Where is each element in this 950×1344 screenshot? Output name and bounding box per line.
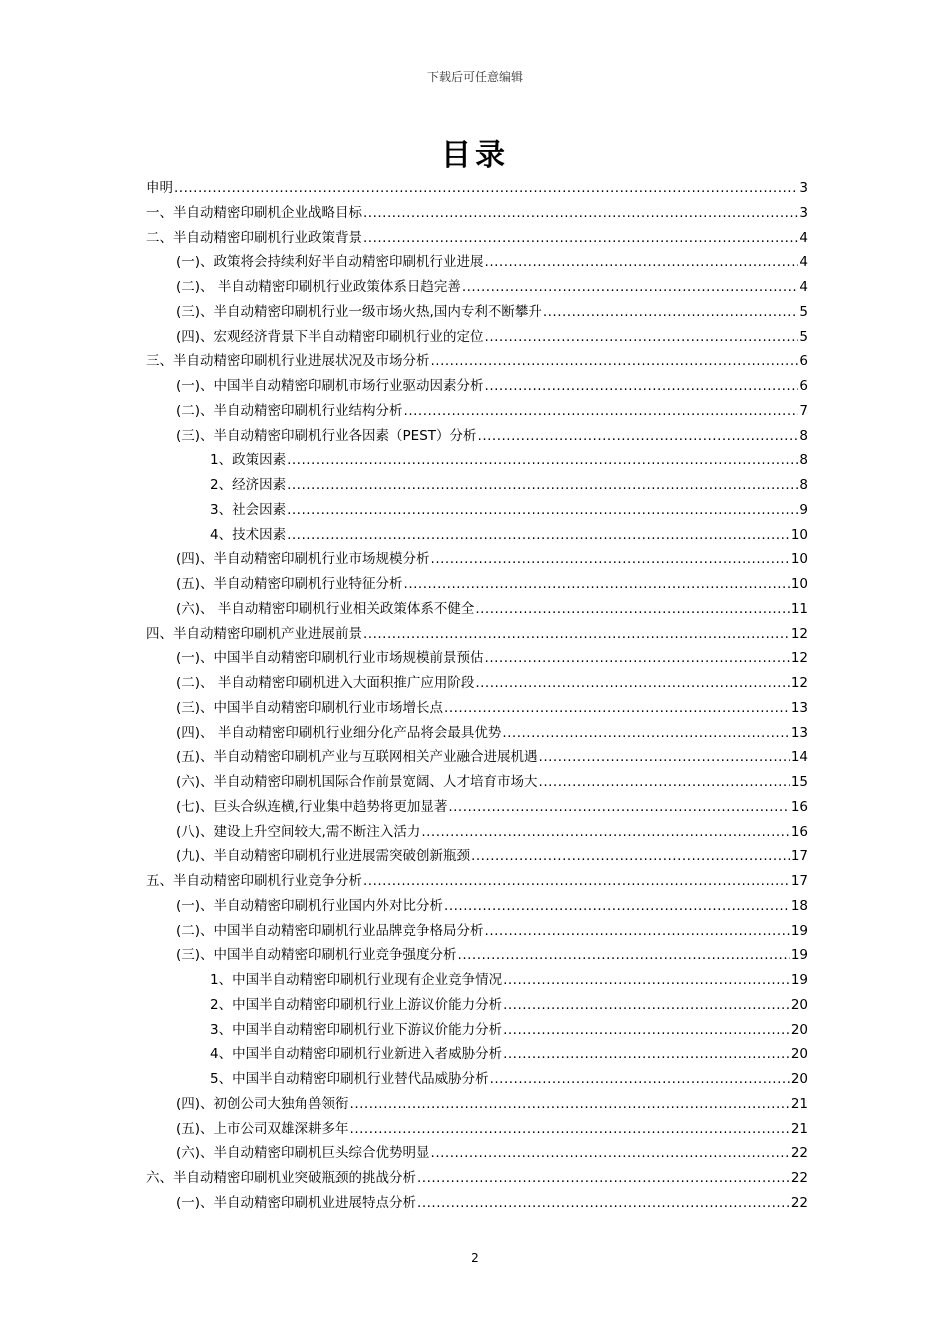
toc-entry[interactable] bbox=[146, 1042, 808, 1067]
toc-dot-leader bbox=[503, 1018, 790, 1043]
toc-entry-page: 18 bbox=[790, 897, 808, 914]
toc-entry[interactable] bbox=[146, 424, 808, 449]
toc-entry-page: 19 bbox=[790, 922, 808, 939]
toc-dot-leader bbox=[478, 424, 799, 449]
toc-entry-page: 12 bbox=[790, 675, 808, 691]
toc-entry-text: (七)、巨头合纵连横,行业集中趋势将更加显著 bbox=[176, 798, 448, 815]
toc-entry-text: 3、中国半自动精密印刷机行业下游议价能力分析 bbox=[210, 1021, 503, 1038]
toc-entry[interactable] bbox=[146, 572, 808, 597]
toc-entry-text: (一)、半自动精密印刷机业进展特点分析 bbox=[176, 1194, 417, 1211]
toc-dot-leader bbox=[539, 770, 790, 795]
page-number: 2 bbox=[471, 1251, 479, 1265]
toc-entry-text: (四)、初创公司大独角兽领衔 bbox=[176, 1095, 349, 1112]
toc-entry[interactable] bbox=[146, 869, 808, 894]
toc-entry-page: 22 bbox=[790, 1194, 808, 1211]
toc-entry-text: 六、半自动精密印刷机业突破瓶颈的挑战分析 bbox=[146, 1170, 416, 1186]
toc-dot-leader bbox=[448, 795, 789, 820]
toc-entry-page: 4 bbox=[799, 254, 808, 271]
toc-entry-page: 3 bbox=[799, 204, 808, 221]
toc-entry-text: 2、经济因素 bbox=[210, 477, 287, 493]
toc-dot-leader bbox=[287, 523, 790, 548]
toc-entry[interactable] bbox=[146, 622, 808, 647]
toc-entry[interactable] bbox=[146, 671, 808, 696]
toc-entry[interactable] bbox=[146, 1092, 808, 1117]
toc-entry[interactable] bbox=[146, 473, 808, 498]
toc-entry-text: 一、半自动精密印刷机企业战略目标 bbox=[146, 204, 362, 221]
toc-entry[interactable] bbox=[146, 250, 808, 275]
toc-entry-text: (一)、中国半自动精密印刷机市场行业驱动因素分析 bbox=[176, 378, 484, 394]
toc-dot-leader bbox=[471, 844, 790, 869]
toc-entry-text: (三)、半自动精密印刷机行业各因素（PEST）分析 bbox=[176, 427, 477, 444]
toc-entry-text: (三)、半自动精密印刷机行业一级市场火热,国内专利不断攀升 bbox=[176, 303, 542, 320]
toc-entry-text: (六)、半自动精密印刷机巨头综合优势明显 bbox=[176, 1145, 430, 1162]
toc-entry-text: 3、社会因素 bbox=[210, 501, 287, 518]
toc-dot-leader bbox=[485, 325, 799, 350]
toc-dot-leader bbox=[444, 696, 790, 721]
toc-entry[interactable] bbox=[146, 993, 808, 1018]
toc-entry[interactable] bbox=[146, 399, 808, 424]
toc-entry-text: 1、政策因素 bbox=[210, 452, 287, 469]
toc-entry-page: 17 bbox=[790, 873, 808, 889]
toc-entry[interactable] bbox=[146, 919, 808, 944]
toc-entry-page: 4 bbox=[799, 229, 808, 246]
toc-entry-text: (九)、半自动精密印刷机行业进展需突破创新瓶颈 bbox=[176, 848, 471, 865]
toc-dot-leader bbox=[404, 399, 799, 424]
toc-entry[interactable] bbox=[146, 300, 808, 325]
toc-entry-text: (六)、 半自动精密印刷机行业相关政策体系不健全 bbox=[176, 600, 475, 617]
toc-entry-page: 20 bbox=[790, 1046, 808, 1063]
toc-entry[interactable] bbox=[146, 745, 808, 770]
toc-entry[interactable] bbox=[146, 770, 808, 795]
toc-dot-leader bbox=[490, 1067, 790, 1092]
toc-entry-page: 12 bbox=[790, 650, 808, 667]
toc-dot-leader bbox=[485, 250, 799, 275]
toc-dot-leader bbox=[417, 1191, 790, 1216]
toc-entry-text: (一)、半自动精密印刷机行业国内外对比分析 bbox=[176, 897, 444, 914]
toc-entry-text: (八)、建设上升空间较大,需不断注入活力 bbox=[176, 823, 421, 840]
toc-dot-leader bbox=[485, 646, 790, 671]
toc-entry[interactable] bbox=[146, 523, 808, 548]
toc-entry-text: (四)、宏观经济背景下半自动精密印刷机行业的定位 bbox=[176, 328, 484, 345]
toc-entry-page: 22 bbox=[790, 1145, 808, 1162]
toc-entry-text: (二)、半自动精密印刷机行业结构分析 bbox=[176, 402, 403, 419]
toc-entry-page: 3 bbox=[799, 180, 808, 196]
toc-dot-leader bbox=[503, 1042, 790, 1067]
toc-entry[interactable] bbox=[146, 795, 808, 820]
toc-dot-leader bbox=[503, 968, 790, 993]
toc-dot-leader bbox=[502, 721, 789, 746]
toc-entry-page: 8 bbox=[799, 452, 808, 469]
toc-entry-text: 五、半自动精密印刷机行业竞争分析 bbox=[146, 873, 362, 889]
toc-entry-page: 17 bbox=[790, 848, 808, 865]
toc-dot-leader bbox=[543, 300, 799, 325]
toc-dot-leader bbox=[431, 1141, 790, 1166]
toc-entry[interactable] bbox=[146, 597, 808, 622]
toc-dot-leader bbox=[431, 547, 790, 572]
toc-entry[interactable] bbox=[146, 374, 808, 399]
toc-entry-text: 四、半自动精密印刷机产业进展前景 bbox=[146, 625, 362, 642]
toc-entry-text: (一)、中国半自动精密印刷机行业市场规模前景预估 bbox=[176, 650, 484, 667]
toc-entry-text: 4、技术因素 bbox=[210, 526, 287, 543]
toc-entry-text: (三)、中国半自动精密印刷机行业市场增长点 bbox=[176, 699, 444, 716]
toc-dot-leader bbox=[404, 572, 790, 597]
toc-entry[interactable] bbox=[146, 1166, 808, 1191]
toc-entry-text: (三)、中国半自动精密印刷机行业竞争强度分析 bbox=[176, 947, 457, 964]
toc-entry[interactable] bbox=[146, 894, 808, 919]
toc-entry-page: 5 bbox=[799, 303, 808, 320]
toc-dot-leader bbox=[475, 671, 789, 696]
toc-entry-page: 19 bbox=[790, 972, 808, 988]
toc-entry[interactable] bbox=[146, 1117, 808, 1142]
toc-entry[interactable] bbox=[146, 968, 808, 993]
toc-entry[interactable] bbox=[146, 696, 808, 721]
toc-title: 目录 bbox=[441, 138, 509, 173]
toc-entry-text: (五)、上市公司双雄深耕多年 bbox=[176, 1120, 349, 1137]
toc-entry[interactable] bbox=[146, 646, 808, 671]
toc-entry-text: (六)、半自动精密印刷机国际合作前景宽阔、人才培育市场大 bbox=[176, 774, 538, 790]
toc-entry[interactable] bbox=[146, 844, 808, 869]
toc-dot-leader bbox=[417, 1166, 790, 1191]
header-note: 下载后可任意编辑 bbox=[426, 70, 523, 84]
toc-dot-leader bbox=[485, 919, 790, 944]
toc-entry-text: (一)、政策将会持续利好半自动精密印刷机行业进展 bbox=[176, 254, 484, 271]
toc-entry-text: (二)、中国半自动精密印刷机行业品牌竞争格局分析 bbox=[176, 922, 484, 939]
toc-entry[interactable] bbox=[146, 721, 808, 746]
toc-entry-text: 5、中国半自动精密印刷机行业替代品威胁分析 bbox=[210, 1071, 489, 1087]
toc-dot-leader bbox=[458, 943, 790, 968]
toc-dot-leader bbox=[363, 622, 790, 647]
toc-entry[interactable] bbox=[146, 201, 808, 226]
toc-entry[interactable] bbox=[146, 275, 808, 300]
toc-entry-text: (五)、半自动精密印刷机行业特征分析 bbox=[176, 576, 403, 592]
toc-entry-page: 8 bbox=[799, 477, 808, 493]
toc-entry[interactable] bbox=[146, 547, 808, 572]
toc-entry-text: 2、中国半自动精密印刷机行业上游议价能力分析 bbox=[210, 996, 503, 1013]
toc-dot-leader bbox=[174, 176, 798, 201]
toc-entry-text: (五)、半自动精密印刷机产业与互联网相关产业融合进展机遇 bbox=[176, 749, 538, 766]
toc-dot-leader bbox=[363, 201, 798, 226]
toc-entry-text: (四)、 半自动精密印刷机行业细分化产品将会最具优势 bbox=[176, 724, 502, 741]
toc-dot-leader bbox=[363, 226, 798, 251]
toc-entry-page: 13 bbox=[790, 724, 808, 741]
toc-dot-leader bbox=[431, 349, 799, 374]
toc-entry-page: 13 bbox=[790, 699, 808, 716]
toc-entry[interactable] bbox=[146, 1141, 808, 1166]
toc-entry-page: 15 bbox=[790, 774, 808, 790]
toc-dot-leader bbox=[485, 374, 799, 399]
toc-dot-leader bbox=[444, 894, 790, 919]
toc-dot-leader bbox=[350, 1117, 790, 1142]
toc-entry-page: 10 bbox=[790, 576, 808, 592]
toc-entry-page: 6 bbox=[799, 378, 808, 394]
toc-entry-page: 20 bbox=[790, 1071, 808, 1087]
toc-entry-page: 5 bbox=[799, 328, 808, 345]
toc-entry[interactable] bbox=[146, 325, 808, 350]
toc-entry-page: 16 bbox=[790, 823, 808, 840]
toc-entry-text: 4、中国半自动精密印刷机行业新进入者威胁分析 bbox=[210, 1046, 503, 1063]
toc-dot-leader bbox=[287, 448, 798, 473]
toc-entry-page: 8 bbox=[799, 427, 808, 444]
toc-dot-leader bbox=[287, 473, 798, 498]
toc-dot-leader bbox=[539, 745, 790, 770]
toc-entry-text: (二)、 半自动精密印刷机进入大面积推广应用阶段 bbox=[176, 675, 475, 691]
toc-entry[interactable] bbox=[146, 1191, 808, 1216]
toc-entry[interactable] bbox=[146, 349, 808, 374]
toc-entry-page: 9 bbox=[799, 501, 808, 518]
toc-entry[interactable] bbox=[146, 498, 808, 523]
toc-dot-leader bbox=[363, 869, 790, 894]
toc-entry-page: 21 bbox=[790, 1120, 808, 1137]
toc-dot-leader bbox=[462, 275, 799, 300]
toc-entry-page: 21 bbox=[790, 1095, 808, 1112]
toc-entry-text: (四)、半自动精密印刷机行业市场规模分析 bbox=[176, 551, 430, 568]
toc-entry-text: 申明 bbox=[146, 180, 173, 196]
toc-entry[interactable] bbox=[146, 820, 808, 845]
toc-entry-page: 11 bbox=[790, 600, 808, 617]
toc-entry-page: 20 bbox=[790, 996, 808, 1013]
toc-entry-page: 14 bbox=[790, 749, 808, 766]
toc-entry[interactable] bbox=[146, 176, 808, 201]
toc-entry[interactable] bbox=[146, 1067, 808, 1092]
toc-dot-leader bbox=[421, 820, 789, 845]
toc-entry[interactable] bbox=[146, 1018, 808, 1043]
toc-entry-page: 10 bbox=[790, 551, 808, 568]
toc-entry[interactable] bbox=[146, 226, 808, 251]
toc-entry-page: 12 bbox=[790, 625, 808, 642]
toc-dot-leader bbox=[475, 597, 789, 622]
table-of-contents bbox=[146, 176, 808, 1216]
toc-entry-page: 4 bbox=[799, 279, 808, 295]
toc-entry-page: 6 bbox=[799, 353, 808, 370]
toc-dot-leader bbox=[503, 993, 790, 1018]
toc-dot-leader bbox=[350, 1092, 790, 1117]
toc-entry-text: 1、中国半自动精密印刷机行业现有企业竞争情况 bbox=[210, 972, 503, 988]
toc-entry[interactable] bbox=[146, 448, 808, 473]
toc-dot-leader bbox=[287, 498, 798, 523]
toc-entry-page: 10 bbox=[790, 526, 808, 543]
toc-entry-page: 16 bbox=[790, 798, 808, 815]
toc-entry[interactable] bbox=[146, 943, 808, 968]
toc-entry-text: 二、半自动精密印刷机行业政策背景 bbox=[146, 229, 362, 246]
toc-entry-page: 22 bbox=[790, 1170, 808, 1186]
toc-entry-text: (二)、 半自动精密印刷机行业政策体系日趋完善 bbox=[176, 279, 461, 295]
toc-entry-page: 20 bbox=[790, 1021, 808, 1038]
toc-entry-text: 三、半自动精密印刷机行业进展状况及市场分析 bbox=[146, 353, 430, 370]
toc-entry-page: 19 bbox=[790, 947, 808, 964]
toc-entry-page: 7 bbox=[799, 402, 808, 419]
